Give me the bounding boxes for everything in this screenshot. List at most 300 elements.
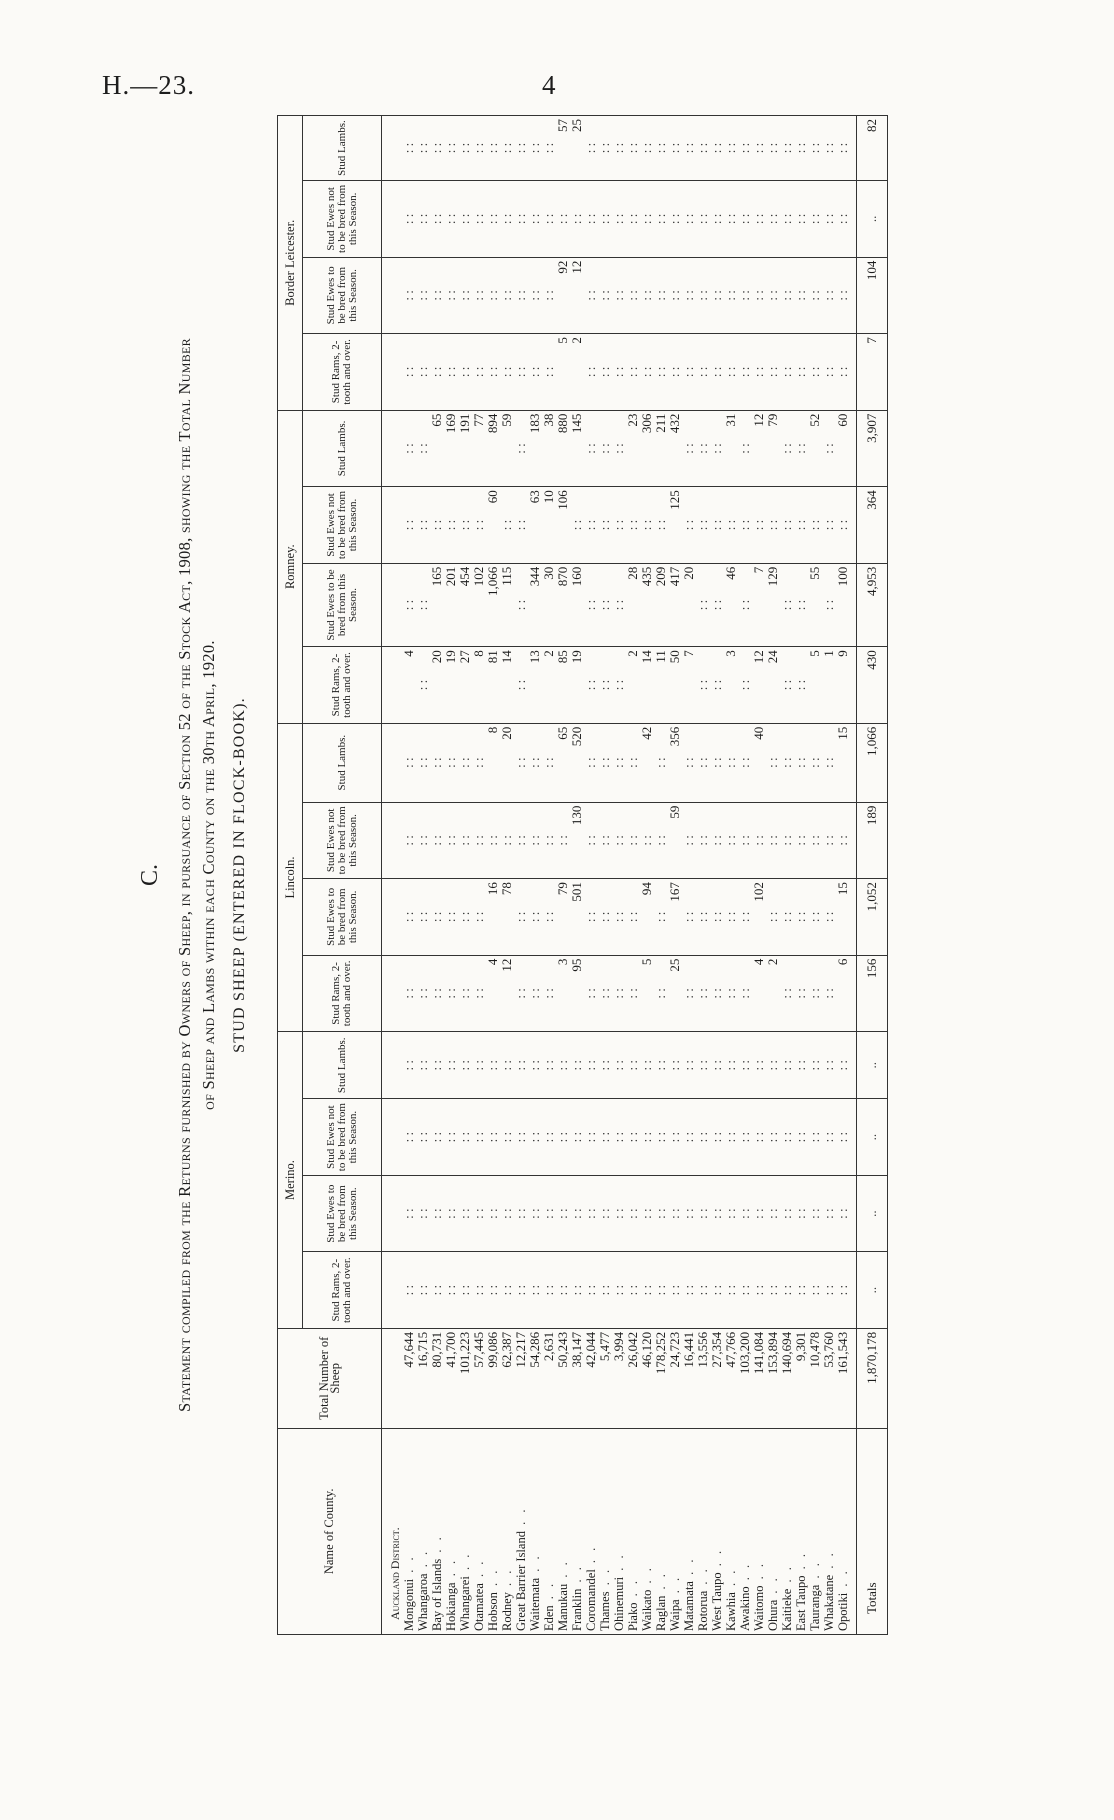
lincoln-cell: : : (402, 802, 416, 879)
lincoln-cell: 130 (570, 802, 584, 879)
merino-cell: : : (570, 1099, 584, 1176)
romney-cell: : : (514, 563, 528, 646)
table-row (752, 116, 766, 1635)
table-row (710, 116, 724, 1635)
border-cell: : : (486, 334, 500, 411)
lincoln-cell: : : (696, 723, 710, 802)
county-name: Otamatea . . (472, 1428, 486, 1634)
table-row (430, 116, 444, 1635)
border-cell: : : (542, 334, 556, 411)
border-cell: : : (612, 257, 626, 334)
total-sheep-cell: 10,478 (808, 1328, 822, 1428)
border-cell: : : (528, 116, 542, 181)
merino-cell: : : (528, 1032, 542, 1099)
border-cell: : : (500, 257, 514, 334)
merino-cell: : : (444, 1175, 458, 1252)
border-cell: 5 (556, 334, 570, 411)
total-sheep-cell: 2,631 (542, 1328, 556, 1428)
total-sheep-cell: 50,243 (556, 1328, 570, 1428)
lincoln-cell: : : (626, 723, 640, 802)
romney-cell: 1,066 (486, 563, 500, 646)
border-cell: : : (416, 116, 430, 181)
merino-cell: : : (472, 1252, 486, 1329)
border-cell: : : (598, 181, 612, 258)
lincoln-cell: 5 (640, 955, 654, 1032)
romney-total-cell: 364 (857, 487, 888, 564)
table-row (626, 116, 640, 1635)
border-cell: : : (500, 116, 514, 181)
merino-cell: : : (682, 1175, 696, 1252)
merino-cell: : : (836, 1032, 850, 1099)
county-name: Piako . . (626, 1428, 640, 1634)
total-sheep-cell: 53,760 (822, 1328, 836, 1428)
border-cell: : : (640, 116, 654, 181)
lincoln-cell: : : (724, 802, 738, 879)
merino-cell: : : (724, 1032, 738, 1099)
merino-cell: : : (752, 1175, 766, 1252)
total-sheep-cell: 16,715 (416, 1328, 430, 1428)
lincoln-cell: : : (794, 955, 808, 1032)
romney-cell: : : (514, 487, 528, 564)
merino-cell: : : (416, 1175, 430, 1252)
lincoln-cell: : : (626, 802, 640, 879)
county-name: Hokianga . . (444, 1428, 458, 1634)
county-name: Opotiki . . (836, 1428, 850, 1634)
county-name: Bay of Islands . . (430, 1428, 444, 1634)
merino-cell: : : (724, 1252, 738, 1329)
border-cell: : : (542, 181, 556, 258)
merino-cell: : : (444, 1099, 458, 1176)
merino-cell: : : (696, 1099, 710, 1176)
county-name: Whakatane . . (822, 1428, 836, 1634)
lincoln-cell: : : (416, 802, 430, 879)
border-cell: : : (668, 181, 682, 258)
merino-cell: : : (472, 1099, 486, 1176)
lincoln-cell: : : (444, 723, 458, 802)
lincoln-cell: 3 (556, 955, 570, 1032)
merino-cell: : : (612, 1099, 626, 1176)
lincoln-cell: : : (584, 955, 598, 1032)
border-cell: : : (836, 257, 850, 334)
romney-cell: 12 (752, 410, 766, 487)
border-cell: : : (738, 116, 752, 181)
border-cell: : : (766, 181, 780, 258)
romney-total-cell: 430 (857, 647, 888, 724)
border-cell: : : (458, 334, 472, 411)
county-name: Whangarei . . (458, 1428, 472, 1634)
lincoln-cell: : : (542, 802, 556, 879)
romney-cell: : : (808, 487, 822, 564)
table-row (836, 116, 850, 1635)
blank-cell (382, 1252, 403, 1329)
merino-cell: : : (486, 1175, 500, 1252)
lincoln-cell: 59 (668, 802, 682, 879)
romney-cell: 55 (808, 563, 822, 646)
border-cell: : : (724, 181, 738, 258)
lincoln-cell: : : (430, 723, 444, 802)
totals-row (857, 116, 888, 1635)
merino-cell: : : (808, 1032, 822, 1099)
county-name: Kaitieke . . (780, 1428, 794, 1634)
border-cell: : : (780, 116, 794, 181)
table-row (486, 116, 500, 1635)
romney-cell: 870 (556, 563, 570, 646)
romney-cell: 160 (570, 563, 584, 646)
romney-cell: 59 (500, 410, 514, 487)
lincoln-cell: : : (794, 879, 808, 956)
romney-cell: 65 (430, 410, 444, 487)
merino-cell: : : (738, 1099, 752, 1176)
lincoln-cell: : : (822, 955, 836, 1032)
county-name: Eden . . (542, 1428, 556, 1634)
merino-cell: : : (402, 1032, 416, 1099)
romney-cell: : : (794, 563, 808, 646)
lincoln-cell: : : (500, 802, 514, 879)
merino-cell: : : (514, 1175, 528, 1252)
total-sheep-cell: 27,354 (710, 1328, 724, 1428)
lincoln-cell: : : (682, 802, 696, 879)
lincoln-cell: : : (682, 723, 696, 802)
total-sheep-cell: 161,543 (836, 1328, 850, 1428)
blank-cell (382, 257, 403, 334)
border-cell: : : (780, 257, 794, 334)
border-cell: : : (836, 334, 850, 411)
romney-cell: 417 (668, 563, 682, 646)
lincoln-cell: : : (472, 879, 486, 956)
romney-cell: 77 (472, 410, 486, 487)
county-name: Great Barrier Island . . (514, 1428, 528, 1634)
lincoln-cell: 65 (556, 723, 570, 802)
lincoln-cell: : : (696, 955, 710, 1032)
border-cell: : : (444, 334, 458, 411)
border-cell: : : (752, 334, 766, 411)
merino-cell: : : (500, 1252, 514, 1329)
romney-cell: 20 (682, 563, 696, 646)
border-cell: : : (682, 257, 696, 334)
merino-cell: : : (808, 1099, 822, 1176)
romney-cell: : : (444, 487, 458, 564)
lincoln-cell: 8 (486, 723, 500, 802)
merino-subheader: Stud Ewes not to be bred from this Season. (303, 1099, 382, 1176)
border-cell: : : (556, 181, 570, 258)
merino-cell: : : (668, 1099, 682, 1176)
leader-dots: . . (584, 1544, 598, 1570)
border-cell: : : (612, 116, 626, 181)
romney-cell: 8 (472, 647, 486, 724)
lincoln-cell: 95 (570, 955, 584, 1032)
lincoln-cell: : : (738, 955, 752, 1032)
lincoln-cell: : : (402, 955, 416, 1032)
romney-cell: : : (500, 487, 514, 564)
romney-cell: : : (710, 647, 724, 724)
lincoln-cell: 501 (570, 879, 584, 956)
romney-cell: 28 (626, 563, 640, 646)
merino-cell: : : (836, 1175, 850, 1252)
total-sheep-cell: 153,894 (766, 1328, 780, 1428)
border-cell: : : (738, 181, 752, 258)
leader-dots: . . (514, 1506, 528, 1532)
county-name: Hobson . . (486, 1428, 500, 1634)
merino-cell: : : (514, 1252, 528, 1329)
romney-cell: : : (724, 487, 738, 564)
border-cell: : : (486, 116, 500, 181)
lincoln-cell: : : (444, 879, 458, 956)
lincoln-cell: 20 (500, 723, 514, 802)
total-sheep-cell: 24,723 (668, 1328, 682, 1428)
romney-cell: 14 (500, 647, 514, 724)
romney-cell: : : (402, 410, 416, 487)
merino-cell: : : (794, 1175, 808, 1252)
lincoln-cell: : : (430, 879, 444, 956)
leader-dots: . . (654, 1571, 668, 1596)
border-cell: : : (724, 257, 738, 334)
merino-cell: : : (682, 1032, 696, 1099)
leader-dots: . . (836, 1568, 850, 1593)
romney-cell: : : (822, 487, 836, 564)
total-sheep-cell: 3,994 (612, 1328, 626, 1428)
merino-cell: : : (570, 1252, 584, 1329)
border-cell: : : (542, 257, 556, 334)
lincoln-cell: : : (696, 879, 710, 956)
lincoln-cell: : : (794, 723, 808, 802)
lincoln-cell: : : (822, 802, 836, 879)
lincoln-cell: : : (654, 955, 668, 1032)
merino-cell: : : (738, 1252, 752, 1329)
border-cell: : : (430, 334, 444, 411)
border-cell: : : (668, 257, 682, 334)
leader-dots: . . (808, 1560, 822, 1585)
blank-cell (382, 116, 403, 181)
merino-cell: : : (458, 1099, 472, 1176)
lincoln-cell: : : (766, 802, 780, 879)
border-cell: : : (766, 257, 780, 334)
lincoln-cell: : : (710, 802, 724, 879)
total-sheep-cell: 141,084 (752, 1328, 766, 1428)
lincoln-cell: : : (584, 802, 598, 879)
border-cell: : : (836, 116, 850, 181)
lincoln-total-cell: 1,066 (857, 723, 888, 802)
merino-cell: : : (654, 1252, 668, 1329)
border-cell: : : (668, 116, 682, 181)
table-row (696, 116, 710, 1635)
romney-subheader: Stud Ewes not to be bred from this Season. (303, 487, 382, 564)
romney-cell: : : (738, 647, 752, 724)
lincoln-cell: : : (542, 955, 556, 1032)
table-row (654, 116, 668, 1635)
lincoln-cell: 16 (486, 879, 500, 956)
merino-cell: : : (402, 1099, 416, 1176)
lincoln-cell: : : (458, 802, 472, 879)
merino-cell: : : (402, 1175, 416, 1252)
lincoln-cell: : : (528, 723, 542, 802)
lincoln-cell: : : (584, 879, 598, 956)
romney-cell: 894 (486, 410, 500, 487)
romney-cell: 38 (542, 410, 556, 487)
county-name: Kawhia . . (724, 1428, 738, 1634)
lincoln-cell: 78 (500, 879, 514, 956)
merino-cell: : : (668, 1252, 682, 1329)
merino-group-header: Merino. (278, 1032, 303, 1329)
table-row (444, 116, 458, 1635)
romney-cell: 435 (640, 563, 654, 646)
romney-cell: : : (654, 487, 668, 564)
lincoln-subheader: Stud Lambs. (303, 723, 382, 802)
romney-cell: 2 (626, 647, 640, 724)
romney-cell: 23 (626, 410, 640, 487)
merino-cell: : : (444, 1252, 458, 1329)
merino-cell: : : (738, 1175, 752, 1252)
border-cell: : : (402, 116, 416, 181)
romney-cell: 52 (808, 410, 822, 487)
lincoln-cell: : : (430, 955, 444, 1032)
total-sheep-cell: 26,042 (626, 1328, 640, 1428)
blank-cell (382, 1328, 403, 1428)
romney-cell: : : (612, 487, 626, 564)
border-cell: : : (486, 257, 500, 334)
border-cell: : : (808, 116, 822, 181)
border-cell: : : (612, 181, 626, 258)
lincoln-cell: : : (444, 955, 458, 1032)
table-row (766, 116, 780, 1635)
leader-dots: . . (780, 1564, 794, 1589)
romney-cell: 183 (528, 410, 542, 487)
lincoln-cell: : : (738, 723, 752, 802)
total-sheep-cell: 38,147 (570, 1328, 584, 1428)
table-row (570, 116, 584, 1635)
leader-dots: . . (556, 1559, 570, 1584)
table-row (668, 116, 682, 1635)
border-cell: : : (402, 334, 416, 411)
border-cell: : : (458, 181, 472, 258)
merino-cell: : : (584, 1175, 598, 1252)
romney-cell: 12 (752, 647, 766, 724)
merino-cell: : : (402, 1252, 416, 1329)
lincoln-cell: : : (528, 802, 542, 879)
romney-cell: 20 (430, 647, 444, 724)
total-sheep-cell: 99,086 (486, 1328, 500, 1428)
merino-total-cell: .. (857, 1175, 888, 1252)
merino-subheader: Stud Ewes to be bred from this Season. (303, 1175, 382, 1252)
lincoln-cell: : : (808, 879, 822, 956)
merino-cell: : : (528, 1175, 542, 1252)
border-cell: : : (402, 181, 416, 258)
lincoln-group-header: Lincoln. (278, 723, 303, 1031)
table-row (612, 116, 626, 1635)
border-cell: 92 (556, 257, 570, 334)
county-name: Waipa . . (668, 1428, 682, 1634)
romney-cell: 60 (486, 487, 500, 564)
county-name: Ohinemuri . . (612, 1428, 626, 1634)
romney-subheader: Stud Lambs. (303, 410, 382, 487)
lincoln-cell: 356 (668, 723, 682, 802)
merino-cell: : : (766, 1175, 780, 1252)
merino-cell: : : (822, 1099, 836, 1176)
romney-cell: 50 (668, 647, 682, 724)
romney-cell: : : (794, 647, 808, 724)
merino-cell: : : (808, 1175, 822, 1252)
merino-cell: : : (654, 1032, 668, 1099)
merino-cell: : : (584, 1032, 598, 1099)
lincoln-cell: : : (416, 955, 430, 1032)
lincoln-cell: : : (766, 723, 780, 802)
county-name: Manukau . . (556, 1428, 570, 1634)
lincoln-cell: : : (724, 723, 738, 802)
county-name: Awakino . . (738, 1428, 752, 1634)
romney-cell: 4 (402, 647, 416, 724)
lincoln-cell: : : (430, 802, 444, 879)
leader-dots: . . (402, 1554, 416, 1579)
merino-cell: : : (500, 1099, 514, 1176)
romney-cell: : : (780, 563, 794, 646)
romney-cell: : : (598, 647, 612, 724)
romney-cell: 129 (766, 563, 780, 646)
page-number: 4 (542, 70, 557, 100)
border-subheader: Stud Lambs. (303, 116, 382, 181)
romney-cell: : : (598, 410, 612, 487)
lincoln-cell: 25 (668, 955, 682, 1032)
total-sheep-cell: 178,252 (654, 1328, 668, 1428)
lincoln-total-cell: 189 (857, 802, 888, 879)
leader-dots: . . (752, 1560, 766, 1586)
romney-cell: : : (682, 410, 696, 487)
total-sheep-cell: 47,766 (724, 1328, 738, 1428)
romney-cell: 169 (444, 410, 458, 487)
border-cell: : : (626, 257, 640, 334)
merino-cell: : : (542, 1175, 556, 1252)
table-row (738, 116, 752, 1635)
romney-cell: 7 (682, 647, 696, 724)
romney-cell: : : (584, 563, 598, 646)
romney-cell: : : (696, 487, 710, 564)
border-cell: : : (752, 257, 766, 334)
lincoln-cell: 4 (486, 955, 500, 1032)
blank-cell (382, 1099, 403, 1176)
border-cell: : : (472, 257, 486, 334)
romney-cell: 106 (556, 487, 570, 564)
merino-cell: : : (640, 1032, 654, 1099)
merino-cell: : : (556, 1099, 570, 1176)
merino-cell: : : (514, 1099, 528, 1176)
lincoln-cell: : : (486, 802, 500, 879)
lincoln-cell: : : (682, 955, 696, 1032)
merino-total-cell: .. (857, 1099, 888, 1176)
romney-cell: : : (738, 487, 752, 564)
border-cell: : : (500, 181, 514, 258)
merino-cell: : : (430, 1099, 444, 1176)
blank-cell (382, 955, 403, 1032)
border-cell: : : (752, 116, 766, 181)
blank-cell (382, 1032, 403, 1099)
border-subheader: Stud Ewes not to be bred from this Season. (303, 181, 382, 258)
leader-dots: . . (626, 1578, 640, 1603)
border-cell: : : (626, 334, 640, 411)
romney-cell: 79 (766, 410, 780, 487)
border-cell: : : (472, 181, 486, 258)
romney-cell: 14 (640, 647, 654, 724)
merino-cell: : : (822, 1252, 836, 1329)
romney-cell: : : (780, 410, 794, 487)
romney-cell: : : (514, 647, 528, 724)
totals-total: 1,870,178 (857, 1328, 888, 1428)
border-cell: : : (444, 257, 458, 334)
border-cell: : : (766, 334, 780, 411)
border-cell: : : (766, 116, 780, 181)
romney-cell: : : (612, 647, 626, 724)
romney-cell: : : (416, 487, 430, 564)
merino-cell: : : (780, 1175, 794, 1252)
merino-cell: : : (794, 1032, 808, 1099)
border-cell: : : (696, 181, 710, 258)
